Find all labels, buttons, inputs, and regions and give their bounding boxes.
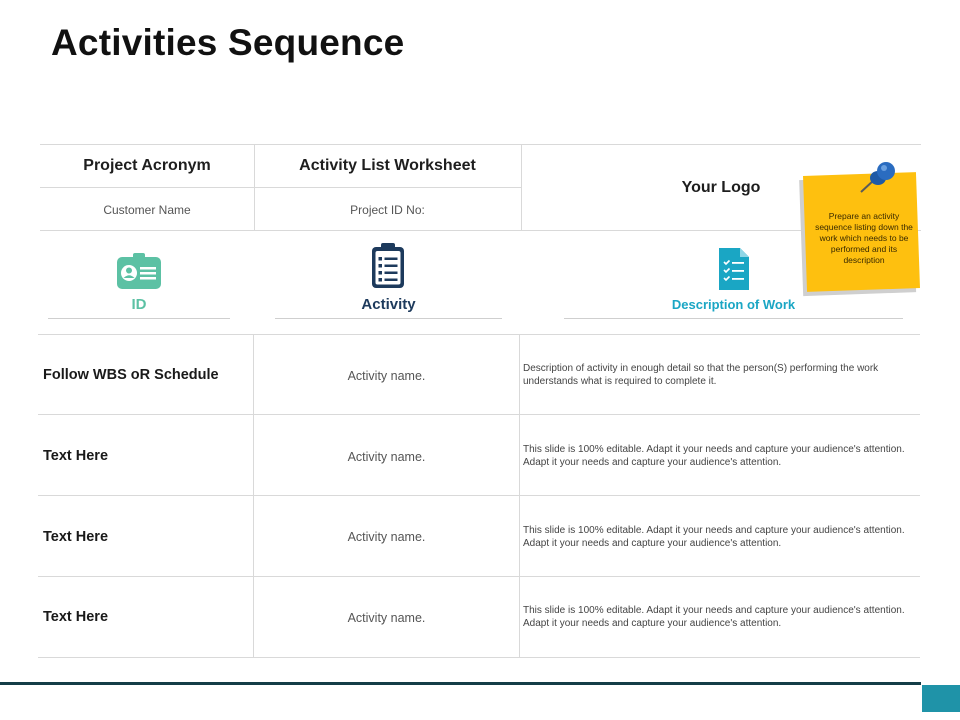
row-divider-2	[38, 495, 920, 496]
row-description: This slide is 100% editable. Adapt it your needs and capture your audience's attention. Adapt it your needs and capture your audience's attention.	[523, 444, 905, 468]
row-label: Text Here	[43, 609, 109, 625]
row-activity: Activity name.	[347, 450, 426, 464]
row-description: This slide is 100% editable. Adapt it your needs and capture your audience's attention. Adapt it your needs and capture your audience's attention.	[523, 525, 905, 549]
document-checklist-icon	[717, 247, 751, 296]
your-logo-placeholder: Your Logo	[681, 179, 761, 196]
id-underline	[48, 318, 230, 319]
header-bottom-border	[40, 230, 921, 231]
sticky-note-text: Prepare an activity sequence listing down the work which needs to be performed and its description	[815, 211, 913, 265]
header-mid-border	[40, 187, 521, 188]
row-divider-3	[38, 576, 920, 577]
row-description: Description of activity in enough detail so that the person(S) performing the work understands what is required to complete it.	[523, 363, 879, 387]
row-divider-1	[38, 414, 920, 415]
clipboard-list-icon	[370, 242, 406, 295]
header-top-border	[40, 144, 921, 145]
project-acronym-label: Project Acronym	[83, 157, 211, 174]
activity-underline	[275, 318, 502, 319]
row-label: Follow WBS oR Schedule	[43, 367, 219, 383]
row-label: Text Here	[43, 448, 109, 464]
id-card-icon	[116, 253, 162, 296]
row-activity: Activity name.	[347, 611, 426, 625]
project-id-field: Project ID No:	[350, 203, 425, 217]
id-column-label: ID	[131, 296, 147, 313]
row-activity: Activity name.	[347, 369, 426, 383]
page-title: Activities Sequence	[51, 22, 405, 63]
description-column-label: Description of Work	[671, 297, 796, 312]
activity-list-worksheet-label: Activity List Worksheet	[299, 157, 476, 174]
row-label: Text Here	[43, 529, 109, 545]
body-top-border	[38, 334, 920, 335]
bottom-bar	[0, 682, 921, 685]
row-description: This slide is 100% editable. Adapt it your needs and capture your audience's attention. Adapt it your needs and capture your audience's attention.	[523, 605, 905, 629]
customer-name-field: Customer Name	[103, 203, 191, 217]
activity-column-label: Activity	[361, 296, 416, 313]
bottom-accent-square	[922, 685, 960, 712]
body-bottom-border	[38, 657, 920, 658]
description-underline	[564, 318, 903, 319]
row-activity: Activity name.	[347, 530, 426, 544]
push-pin-icon	[858, 160, 898, 201]
body-divider-2	[519, 334, 520, 657]
